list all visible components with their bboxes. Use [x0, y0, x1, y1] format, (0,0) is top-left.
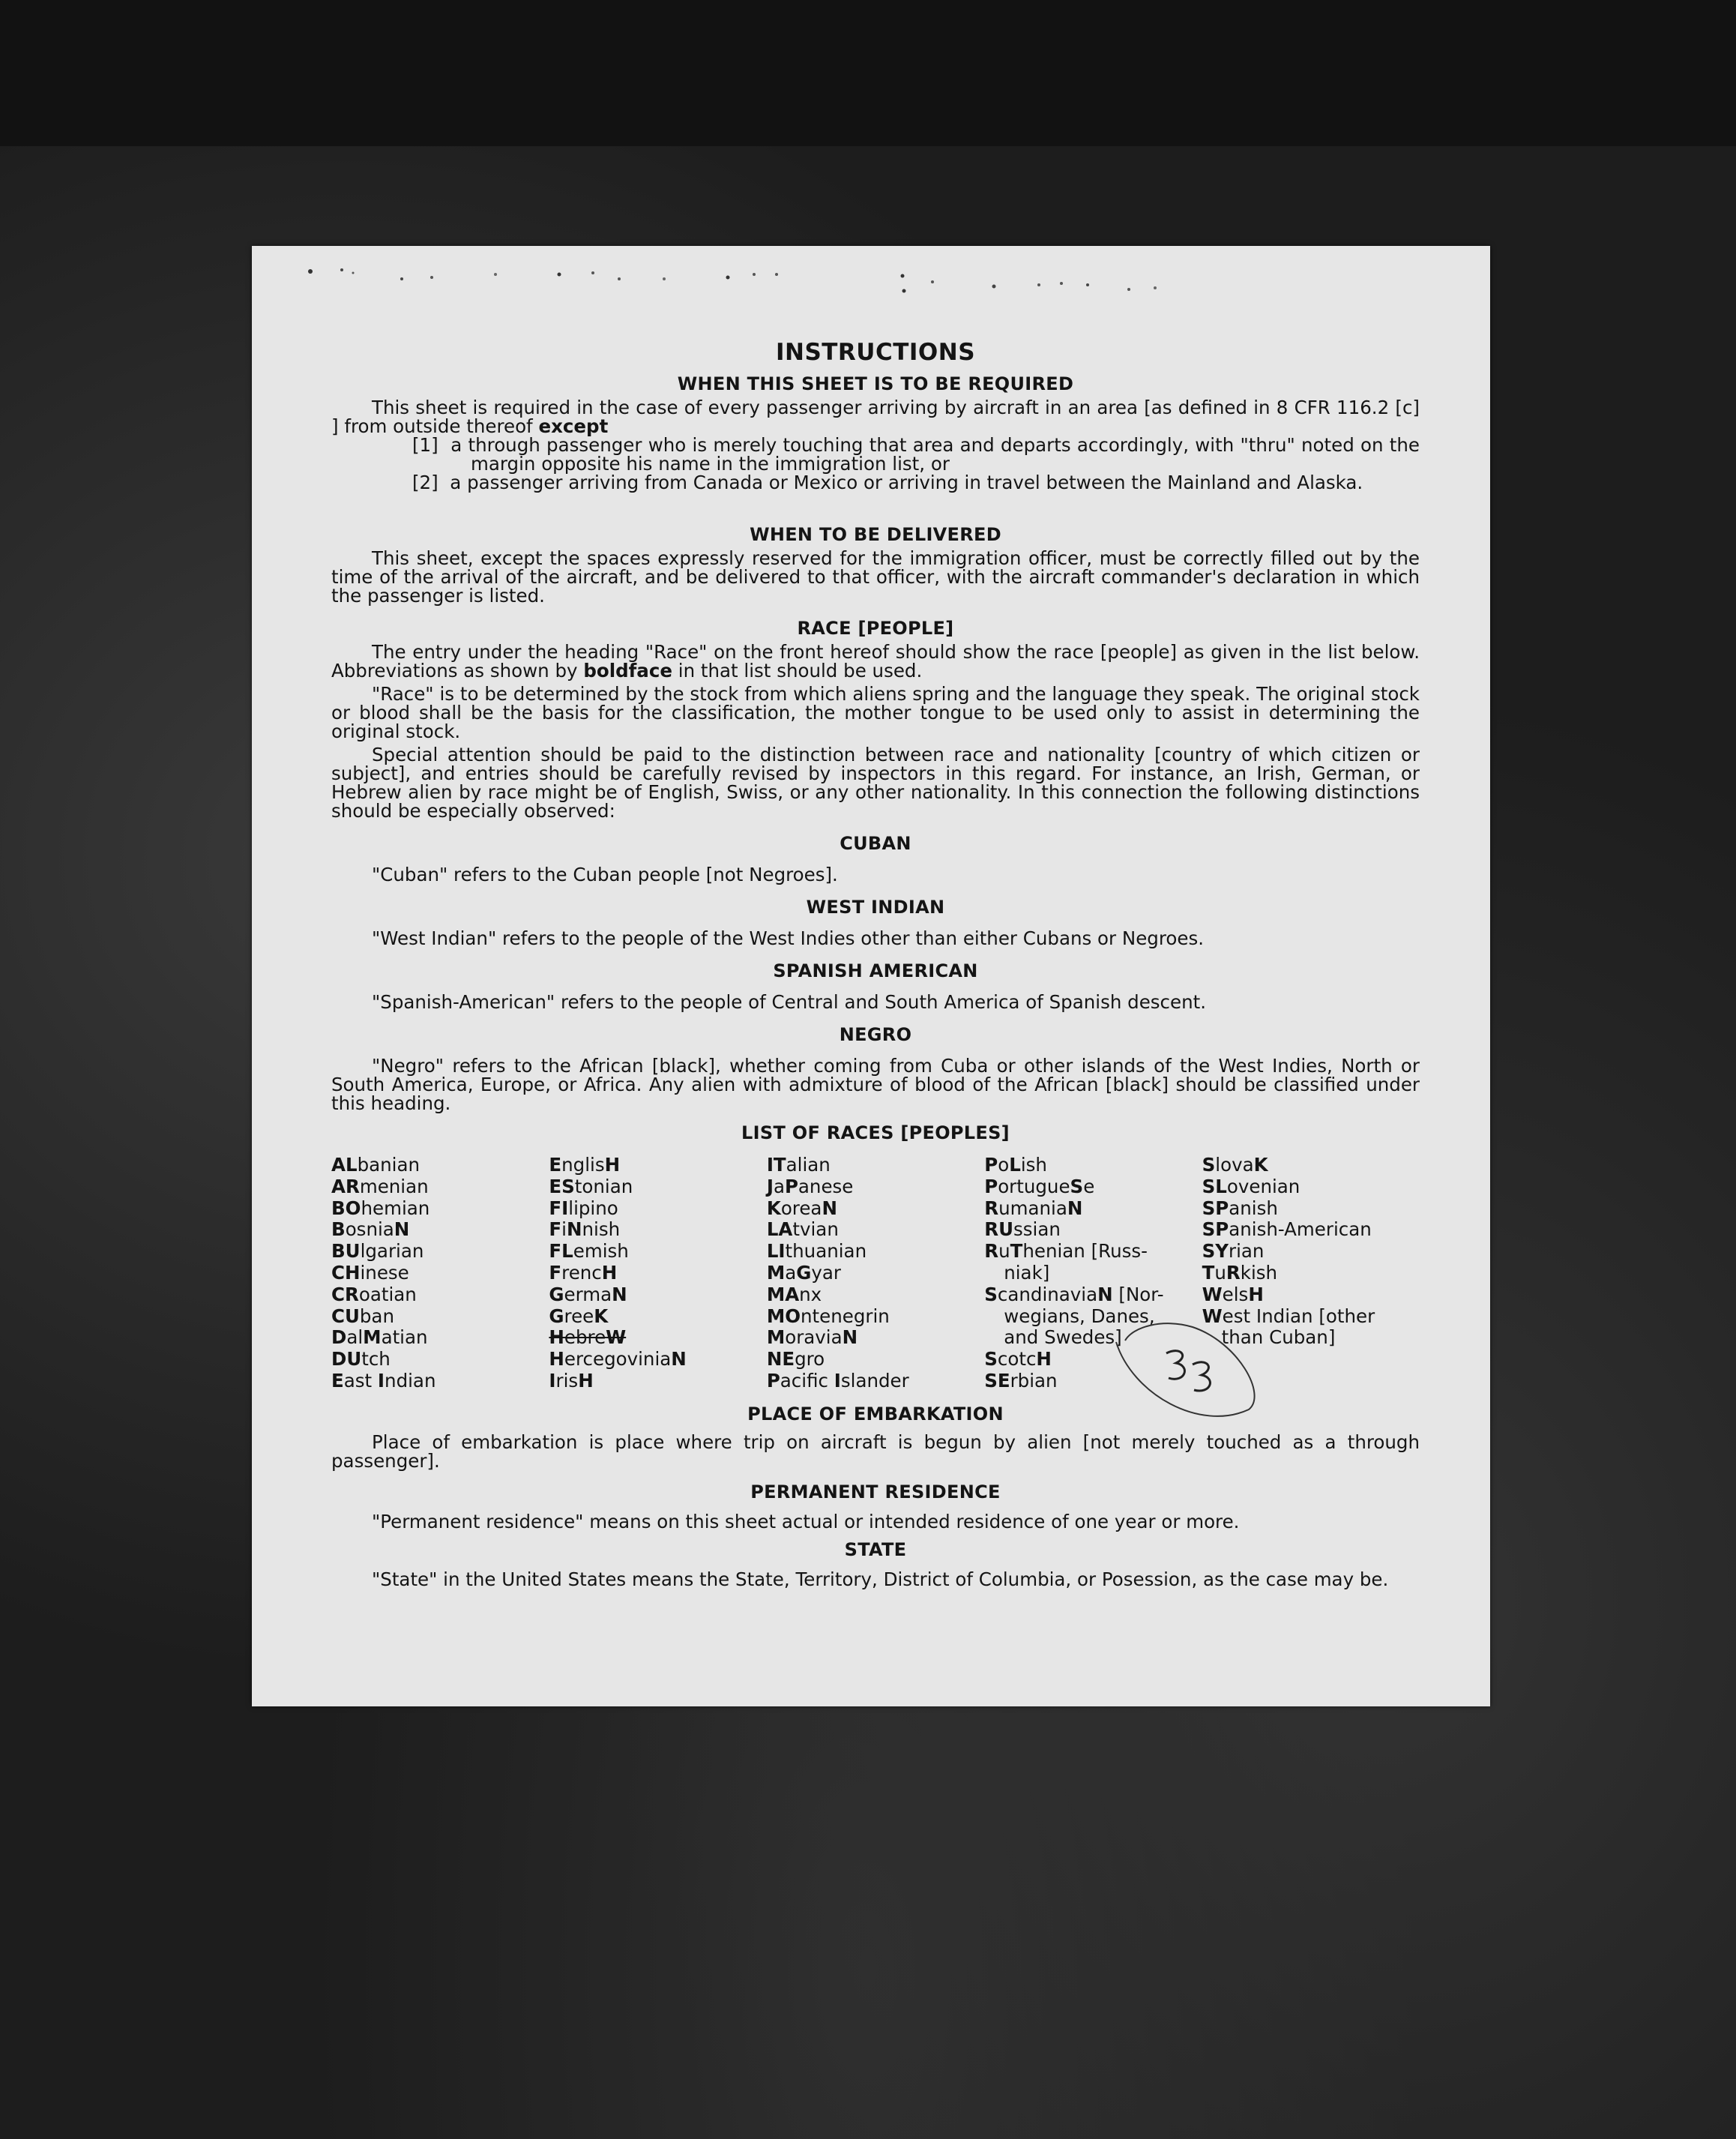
race-abbrev: FI: [549, 1197, 569, 1219]
race-abbrev: M: [766, 1261, 786, 1284]
race-entry: [984, 1284, 1202, 1306]
race-abbrev: H: [1036, 1348, 1052, 1371]
west-indian-paragraph: "West Indian" refers to the people of the West Indies other than either Cubans or Negroes.: [372, 927, 1205, 949]
handwritten-circle-mark: [1110, 1312, 1260, 1432]
race-text: kish: [1240, 1261, 1278, 1284]
race-abbrev: S: [1202, 1154, 1216, 1176]
race-entry: [984, 1155, 1202, 1176]
race-abbrev: H: [549, 1326, 564, 1349]
heading-embarkation: PLACE OF EMBARKATION: [747, 1403, 1004, 1425]
race-text: inese: [360, 1261, 409, 1284]
race-abbrev: T: [1202, 1261, 1215, 1284]
race-text: a: [785, 1261, 797, 1284]
race-entry: [767, 1219, 984, 1241]
race-abbrev: W: [606, 1326, 627, 1349]
heading-delivered: WHEN TO BE DELIVERED: [750, 524, 1001, 545]
race-abbrev: SL: [1202, 1175, 1227, 1197]
race-entry: [984, 1176, 1202, 1198]
race-text: erma: [564, 1283, 612, 1305]
race-abbrev: N: [822, 1197, 837, 1219]
cuban-paragraph: "Cuban" refers to the Cuban people [not Negroes].: [372, 864, 838, 885]
race-entry: [549, 1198, 766, 1220]
race-text: oatian: [358, 1283, 417, 1305]
race-entry: [1202, 1263, 1420, 1284]
race-abbrev: D: [331, 1326, 347, 1349]
race-entry: [331, 1306, 549, 1328]
race-text: lova: [1215, 1154, 1254, 1176]
race-entry: [1202, 1284, 1420, 1306]
heading-required: WHEN THIS SHEET IS TO BE REQUIRED: [677, 373, 1074, 394]
race-abbrev: I: [549, 1369, 556, 1392]
race-abbrev: N: [842, 1326, 858, 1349]
race-text: anese: [798, 1175, 854, 1197]
race-text: atian: [381, 1326, 428, 1349]
race-abbrev: W: [1202, 1283, 1223, 1305]
embarkation-paragraph: Place of embarkation is place where trip on aircraft is begun by alien [not merely touched as a through passenger].: [331, 1430, 1420, 1472]
race-text: anish: [1229, 1197, 1278, 1219]
race-abbrev: AL: [331, 1154, 358, 1176]
heading-spanish-american: SPANISH AMERICAN: [773, 960, 978, 981]
race-abbrev: H: [604, 1154, 621, 1176]
race-text: tonian: [574, 1175, 633, 1197]
race-text: ree: [564, 1305, 594, 1327]
race-entry: [984, 1241, 1202, 1263]
race-entry: [1202, 1241, 1420, 1263]
residence-paragraph: "Permanent residence" means on this sheet actual or intended residence of one year or more.: [372, 1510, 1240, 1532]
race-abbrev: CR: [331, 1283, 359, 1305]
race-entry: [331, 1176, 549, 1198]
heading-cuban: CUBAN: [840, 833, 911, 854]
races-column: [549, 1155, 766, 1392]
required-item-1: [412, 436, 1420, 473]
race-abbrev: CU: [331, 1305, 360, 1327]
race-text: ovenian: [1226, 1175, 1301, 1197]
race-entry: [984, 1198, 1202, 1220]
race-entry: [331, 1198, 549, 1220]
race-entry: [767, 1155, 984, 1176]
race-abbrev: SE: [984, 1369, 1010, 1392]
race-text: umania: [998, 1197, 1067, 1219]
race-abbrev: P: [784, 1175, 798, 1197]
race-text: acific: [780, 1369, 834, 1392]
race-abbrev: J: [766, 1175, 774, 1197]
race-text: a: [773, 1175, 785, 1197]
race-abbrev: MO: [766, 1305, 801, 1327]
heading-race: RACE [PEOPLE]: [797, 618, 954, 639]
race-abbrev: R: [1226, 1261, 1241, 1284]
race-text: candinavia: [997, 1283, 1098, 1305]
instruction-sheet: [252, 246, 1490, 1706]
heading-state: STATE: [844, 1538, 907, 1560]
race-abbrev: K: [594, 1305, 609, 1327]
race-entry: [549, 1349, 766, 1371]
race-abbrev: E: [549, 1154, 562, 1176]
required-paragraph: [331, 398, 1420, 436]
race-entry: [331, 1349, 549, 1371]
race-text: cotc: [997, 1348, 1037, 1371]
race-entry: [549, 1176, 766, 1198]
race-text: i: [561, 1218, 567, 1241]
required-text: This sheet is required in the case of every passenger arriving by aircraft in an area [as defined in 8 CFR 116.2 [c] ] from outside thereof: [331, 397, 1420, 437]
race-entry: [331, 1155, 549, 1176]
race-abbrev: DU: [331, 1348, 362, 1371]
race-abbrev: SP: [1202, 1197, 1229, 1219]
race-entry: [767, 1349, 984, 1371]
race-abbrev: R: [984, 1197, 999, 1219]
race-abbrev: IT: [766, 1154, 786, 1176]
race-text: lgarian: [360, 1240, 424, 1263]
race-abbrev: LA: [766, 1218, 793, 1241]
race-text: nx: [799, 1283, 822, 1305]
race-abbrev: FL: [549, 1240, 573, 1263]
race-abbrev: F: [549, 1218, 562, 1241]
race-entry: [549, 1306, 766, 1328]
race-entry: [331, 1327, 549, 1349]
negro-paragraph: "Negro" refers to the African [black], whether coming from Cuba or other islands of the West Indies, North or South America, Europe, or Africa. Any alien with admixture of blood of the African [black] should be classified under this heading.: [331, 1055, 1420, 1114]
item-1-number: [1]: [412, 434, 438, 456]
race-text: ris: [555, 1369, 579, 1392]
race-abbrev: MA: [766, 1283, 800, 1305]
race-text: emish: [573, 1240, 629, 1263]
race-abbrev: F: [549, 1261, 562, 1284]
race-abbrev: SP: [1202, 1218, 1229, 1241]
race-abbrev: I: [834, 1369, 841, 1392]
race-abbrev: N: [1097, 1283, 1113, 1305]
race-abbrev: E: [331, 1369, 344, 1392]
race-text: o: [998, 1154, 1010, 1176]
paper-specks: [304, 264, 1474, 294]
race-entry: than Cuban]: [1221, 1326, 1336, 1349]
race-abbrev: S: [1070, 1175, 1084, 1197]
heading-list-of-races: LIST OF RACES [PEOPLES]: [741, 1122, 1010, 1143]
race-entry: [549, 1155, 766, 1176]
race-abbrev: K: [766, 1197, 781, 1219]
race-entry: [984, 1219, 1202, 1241]
race-entry: [549, 1327, 766, 1349]
race-abbrev: R: [984, 1240, 999, 1263]
race-abbrev: S: [984, 1283, 998, 1305]
race-abbrev: N: [671, 1348, 687, 1371]
race-abbrev: H: [1248, 1283, 1264, 1305]
race-abbrev: P: [984, 1154, 998, 1176]
race-entry: [331, 1263, 549, 1284]
race-abbrev: CH: [331, 1261, 361, 1284]
race-abbrev: W: [1202, 1305, 1223, 1327]
race-entry: [767, 1176, 984, 1198]
race-text: oravia: [785, 1326, 843, 1349]
race-abbrev: H: [549, 1348, 564, 1371]
race-entry: [549, 1241, 766, 1263]
race-entry: niak]: [1004, 1261, 1050, 1284]
race-entry: [1202, 1176, 1420, 1198]
race-text: yar: [811, 1261, 841, 1284]
race-abbrev: G: [796, 1261, 812, 1284]
race-text: tvian: [792, 1218, 839, 1241]
item-2-text: a passenger arriving from Canada or Mexico or arriving in travel between the Mainland and Alaska.: [450, 472, 1363, 493]
item-1-text: a through passenger who is merely touching that area and departs accordingly, with "thru" noted on the margin opposite his name in the immigration list, or: [450, 434, 1420, 475]
race-text: ndian: [385, 1369, 436, 1392]
race-abbrev: L: [1009, 1154, 1021, 1176]
race-entry: [1202, 1155, 1420, 1176]
race-abbrev: NE: [766, 1348, 795, 1371]
race-text: ntenegrin: [801, 1305, 890, 1327]
race-abbrev: P: [766, 1369, 780, 1392]
race-abbrev: P: [984, 1175, 998, 1197]
race-text: rbian: [1010, 1369, 1058, 1392]
race-text: lipino: [568, 1197, 618, 1219]
race-abbrev: B: [331, 1218, 346, 1241]
race-entry: [331, 1284, 549, 1306]
race-paragraph-2: "Race" is to be determined by the stock from which aliens spring and the language they speak. The original stock or blood shall be the basis for the classification, the mother tongue to be used only to assist in determining the original stock.: [331, 683, 1420, 742]
race-abbrev: H: [601, 1261, 618, 1284]
heading-negro: NEGRO: [839, 1024, 912, 1045]
race-entry: and Swedes]: [1004, 1326, 1122, 1349]
race-text: e: [1083, 1175, 1095, 1197]
race-abbrev: G: [549, 1305, 564, 1327]
film-border-top: [0, 0, 1736, 146]
race-p1-boldface: boldface: [583, 660, 672, 682]
heading-west-indian: WEST INDIAN: [806, 897, 945, 918]
race-text: u: [1214, 1261, 1226, 1284]
races-column: [331, 1155, 549, 1392]
page-title: INSTRUCTIONS: [775, 339, 976, 366]
race-text: ssian: [1013, 1218, 1061, 1241]
race-abbrev: N: [394, 1218, 410, 1241]
race-entry: [331, 1371, 549, 1392]
race-abbrev: RU: [984, 1218, 1013, 1241]
races-column: [767, 1155, 984, 1392]
race-text: renc: [561, 1261, 602, 1284]
race-text: henian [Russ-: [1022, 1240, 1148, 1263]
race-p1-tail: in that list should be used.: [672, 660, 923, 682]
race-text: ish: [1020, 1154, 1047, 1176]
race-entry: [1202, 1219, 1420, 1241]
required-item-2: [412, 473, 1420, 492]
race-text: [Nor-: [1112, 1283, 1164, 1305]
race-text: ercegovinia: [564, 1348, 672, 1371]
race-abbrev: BO: [331, 1197, 361, 1219]
race-text: hemian: [361, 1197, 430, 1219]
race-abbrev: N: [1067, 1197, 1083, 1219]
race-text: els: [1222, 1283, 1249, 1305]
race-abbrev: N: [566, 1218, 582, 1241]
heading-residence: PERMANENT RESIDENCE: [750, 1481, 1001, 1502]
race-entry: [331, 1241, 549, 1263]
race-abbrev: K: [1253, 1154, 1268, 1176]
race-abbrev: ES: [549, 1175, 575, 1197]
race-text: rian: [1229, 1240, 1265, 1263]
race-abbrev: M: [766, 1326, 786, 1349]
race-text: gro: [795, 1348, 825, 1371]
race-text: ortugue: [998, 1175, 1070, 1197]
race-abbrev: AR: [331, 1175, 360, 1197]
race-text: ebre: [564, 1326, 606, 1349]
delivered-paragraph: This sheet, except the spaces expressly reserved for the immigration officer, must be correctly filled out by the time of the arrival of the aircraft, and be delivered to that officer, with the aircraft commander's declaration in which the passenger is listed.: [331, 547, 1420, 607]
race-text: thuanian: [785, 1240, 867, 1263]
race-entry: [1202, 1198, 1420, 1220]
race-text: menian: [359, 1175, 429, 1197]
state-paragraph: "State" in the United States means the State, Territory, District of Columbia, or Posession, as the case may be.: [372, 1568, 1389, 1590]
race-paragraph-3: Special attention should be paid to the distinction between race and nationality [country of which citizen or subject], and entries should be carefully revised by inspectors in this regard. For instance, an Irish, German, or Hebrew alien by race might be of English, Swiss, or any other nationality. In this connection the following distinctions should be especially observed:: [331, 744, 1420, 822]
race-entry: [767, 1327, 984, 1349]
race-entry: [331, 1219, 549, 1241]
race-abbrev: S: [984, 1348, 998, 1371]
race-entry: [767, 1284, 984, 1306]
race-entry: [767, 1241, 984, 1263]
race-p1-text: The entry under the heading "Race" on the front hereof should show the race [people] as given in the list below. Abbreviations as shown by: [331, 641, 1420, 682]
item-2-number: [2]: [412, 472, 438, 493]
spanish-american-paragraph: "Spanish-American" refers to the people of Central and South America of Spanish descent.: [372, 991, 1207, 1013]
race-text: ban: [359, 1305, 394, 1327]
required-except: except: [538, 415, 609, 437]
race-text: anish-American: [1229, 1218, 1372, 1241]
race-text: nish: [582, 1218, 621, 1241]
race-entry: [767, 1198, 984, 1220]
race-paragraph-1: [331, 643, 1420, 680]
race-entry: [549, 1284, 766, 1306]
race-entry: wegians, Danes,: [1004, 1305, 1155, 1327]
race-entry: [767, 1263, 984, 1284]
race-abbrev: N: [612, 1283, 627, 1305]
race-text: al: [346, 1326, 364, 1349]
race-abbrev: SY: [1202, 1240, 1229, 1263]
race-abbrev: M: [363, 1326, 382, 1349]
race-text: alian: [786, 1154, 831, 1176]
race-entry: [549, 1263, 766, 1284]
race-abbrev: T: [1010, 1240, 1023, 1263]
race-text: u: [998, 1240, 1010, 1263]
race-text: slander: [840, 1369, 909, 1392]
race-text: banian: [357, 1154, 421, 1176]
race-abbrev: H: [578, 1369, 594, 1392]
race-text: tch: [361, 1348, 391, 1371]
race-text: nglis: [561, 1154, 605, 1176]
race-entry: [549, 1219, 766, 1241]
race-entry: [549, 1371, 766, 1392]
race-text: orea: [780, 1197, 822, 1219]
race-entry: [767, 1371, 984, 1392]
race-text: ast: [343, 1369, 378, 1392]
race-text: osnia: [345, 1218, 394, 1241]
race-abbrev: I: [377, 1369, 385, 1392]
race-entry: [767, 1306, 984, 1328]
race-abbrev: G: [549, 1283, 564, 1305]
race-text: est Indian [other: [1222, 1305, 1375, 1327]
race-abbrev: BU: [331, 1240, 361, 1263]
race-abbrev: LI: [766, 1240, 786, 1263]
